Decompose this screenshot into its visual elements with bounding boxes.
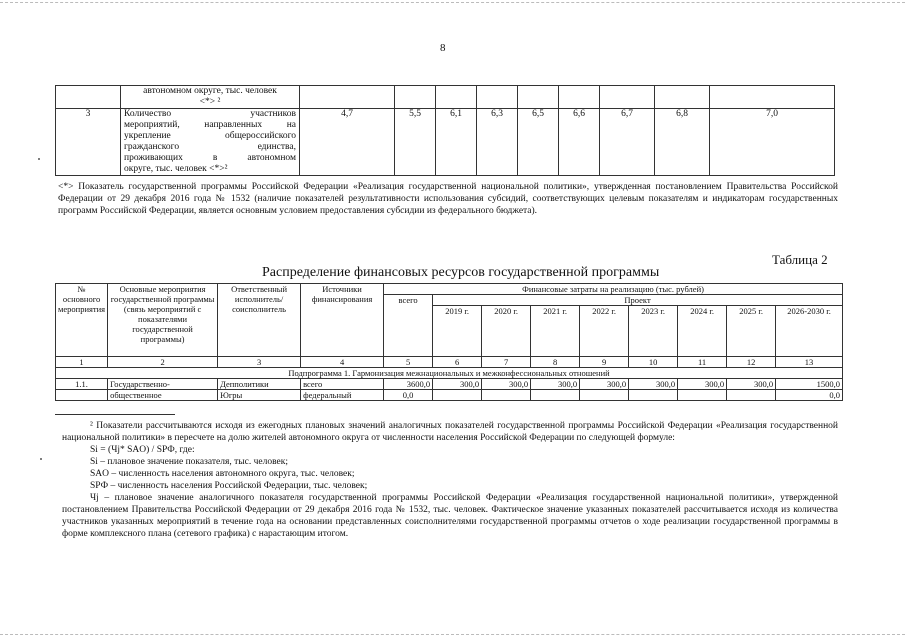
cell-text: федеральный bbox=[301, 390, 384, 401]
formula: Si = (Чj* SAO) / SPФ, где: bbox=[90, 445, 195, 455]
footnote bbox=[62, 420, 838, 540]
table-label: Таблица 2 bbox=[772, 252, 828, 267]
indicators-table bbox=[55, 85, 835, 176]
table-cell bbox=[580, 390, 629, 401]
table-header-row bbox=[56, 284, 843, 295]
page-number: 8 bbox=[440, 42, 446, 54]
table-title: Распределение финансовых ресурсов государственной программы bbox=[262, 265, 660, 280]
subprogram-title: Подпрограмма 1. Гармонизация межнациональных и межконфессиональных отношений bbox=[56, 368, 843, 379]
cell-text: автономном округе, тыс. человек bbox=[143, 86, 277, 96]
table-cell: 0,0 bbox=[384, 390, 433, 401]
year-cell: 2021 г. bbox=[531, 306, 580, 357]
header-cell: Финансовые затраты на реализацию (тыс. рублей) bbox=[384, 284, 843, 295]
col-number: 3 bbox=[218, 357, 301, 368]
table-cell bbox=[531, 390, 580, 401]
table-cell: 0,0 bbox=[776, 390, 843, 401]
cell-text: <*> ² bbox=[199, 97, 221, 107]
col-number: 13 bbox=[776, 357, 843, 368]
year-cell: 2025 г. bbox=[727, 306, 776, 357]
cell-text: Югры bbox=[218, 390, 301, 401]
col-number: 7 bbox=[482, 357, 531, 368]
cell-text: гражданского единства, bbox=[124, 142, 296, 152]
col-number: 10 bbox=[629, 357, 678, 368]
year-cell: 2023 г. bbox=[629, 306, 678, 357]
finance-table bbox=[55, 283, 843, 401]
table-cell: 300,0 bbox=[629, 379, 678, 390]
table-cell: 300,0 bbox=[482, 379, 531, 390]
table-cell: 5,5 bbox=[395, 109, 436, 176]
cell-text: всего bbox=[301, 379, 384, 390]
table-cell: 300,0 bbox=[678, 379, 727, 390]
year-cell: 2019 г. bbox=[433, 306, 482, 357]
col-number: 2 bbox=[108, 357, 218, 368]
table-row bbox=[56, 390, 843, 401]
footnote-line: SAO – численность населения автономного округа, тыс. человек; bbox=[90, 469, 355, 479]
footnote-line: Si – плановое значение показателя, тыс. человек; bbox=[90, 457, 288, 467]
table-row bbox=[56, 109, 835, 176]
cell-text: общественное bbox=[108, 390, 218, 401]
table-cell: 7,0 bbox=[710, 109, 835, 176]
table-cell: 4,7 bbox=[300, 109, 395, 176]
table-cell bbox=[629, 390, 678, 401]
cell-text: Депполитики bbox=[218, 379, 301, 390]
table-row bbox=[56, 86, 835, 109]
col-number: 9 bbox=[580, 357, 629, 368]
year-cell: 2020 г. bbox=[482, 306, 531, 357]
footnote-line: SPФ – численность населения Российской Федерации, тыс. человек; bbox=[90, 481, 368, 491]
col-number: 6 bbox=[433, 357, 482, 368]
col-number: 11 bbox=[678, 357, 727, 368]
table-cell: 300,0 bbox=[531, 379, 580, 390]
table-cell: 6,7 bbox=[600, 109, 655, 176]
table-cell: 6,8 bbox=[655, 109, 710, 176]
header-cell: всего bbox=[384, 295, 433, 357]
column-number-row bbox=[56, 357, 843, 368]
table-cell: 6,1 bbox=[436, 109, 477, 176]
col-number: 4 bbox=[301, 357, 384, 368]
table-cell bbox=[433, 390, 482, 401]
cell-text: проживающих в автономном bbox=[124, 153, 296, 163]
table-cell: 3600,0 bbox=[384, 379, 433, 390]
row-number: 3 bbox=[56, 109, 121, 176]
year-cell: 2026-2030 г. bbox=[776, 306, 843, 357]
header-cell: Основные мероприятия государственной программы (связь мероприятий с показателями государственной программы) bbox=[108, 284, 218, 357]
col-number: 12 bbox=[727, 357, 776, 368]
header-cell: Ответственный исполнитель/ соисполнитель bbox=[218, 284, 301, 357]
year-cell: 2024 г. bbox=[678, 306, 727, 357]
year-cell: 2022 г. bbox=[580, 306, 629, 357]
header-cell: Источники финансирования bbox=[301, 284, 384, 357]
cell-text: Количество участников bbox=[124, 109, 296, 119]
cell-text: Государственно- bbox=[108, 379, 218, 390]
cell-text: укрепление общероссийского bbox=[124, 131, 296, 141]
table-cell: 300,0 bbox=[580, 379, 629, 390]
col-number: 8 bbox=[531, 357, 580, 368]
table-cell: 300,0 bbox=[433, 379, 482, 390]
table-row bbox=[56, 379, 843, 390]
table-cell: 6,6 bbox=[559, 109, 600, 176]
scan-speck bbox=[40, 458, 42, 460]
table-cell bbox=[727, 390, 776, 401]
row-number: 1.1. bbox=[56, 379, 108, 390]
table-cell: 6,3 bbox=[477, 109, 518, 176]
footnote-paragraph: Чj – плановое значение аналогичного показателя государственной программы Российской Федерации «Реализация государственной национальной политики», утвержденной постановлением Правительства Российской Федерации от 29 декабря 2016 года № 1532, тыс. человек. Фактическое значение указанных показателей рассчитывается исходя из количества участников указанных мероприятий в течение года на основании представленных соисполнителями государственной программы отчетов о ходе реализации государственной программы в форме комплексного плана (сетевого графика) с нарастающим итогом. bbox=[62, 493, 838, 539]
table-cell bbox=[482, 390, 531, 401]
scan-edge-top bbox=[0, 2, 905, 3]
header-cell: № основного мероприятия bbox=[56, 284, 108, 357]
table-cell: 300,0 bbox=[727, 379, 776, 390]
table-note: <*> Показатель государственной программы Российской Федерации «Реализация государственной национальной политики», утвержденная постановлением Правительства Российской Федерации от 29 декабря 2016 года № 1532 (наличие показателей результативности использования субсидий, соответствующих целевым показателям и индикаторам государственных программ Российской Федерации, является основным условием предоставления субсидии из федерального бюджета). bbox=[58, 182, 838, 216]
scan-speck bbox=[38, 158, 40, 160]
scan-edge-bottom bbox=[0, 634, 905, 635]
table-cell bbox=[678, 390, 727, 401]
header-cell: Проект bbox=[433, 295, 843, 306]
col-number: 5 bbox=[384, 357, 433, 368]
cell-text: мероприятий, направленных на bbox=[124, 120, 296, 130]
col-number: 1 bbox=[56, 357, 108, 368]
subprogram-row bbox=[56, 368, 843, 379]
footnote-paragraph: ² Показатели рассчитываются исходя из ежегодных плановых значений аналогичных показателей государственной программы Российской Федерации «Реализация государственной национальной политики» в пересчете на долю жителей автономного округа от численности населения Российской Федерации по следующей формуле: bbox=[62, 421, 838, 443]
cell-text: округе, тыс. человек <*>² bbox=[124, 164, 228, 174]
footnote-separator bbox=[55, 414, 175, 415]
table-cell: 6,5 bbox=[518, 109, 559, 176]
table-cell: 1500,0 bbox=[776, 379, 843, 390]
